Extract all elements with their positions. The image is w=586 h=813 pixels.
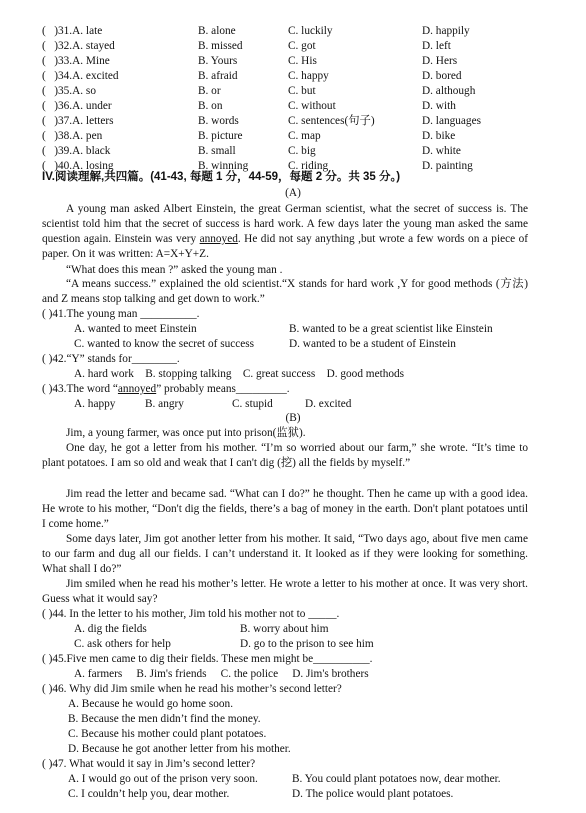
choice-option-32-b: B. missed — [198, 40, 243, 52]
q44-option-b: B. worry about him — [240, 623, 329, 635]
passage-b-label: (B) — [285, 412, 301, 424]
choice-option-31-c: C. luckily — [288, 25, 333, 37]
choice-question-38: ( )38.A. pen — [42, 130, 103, 142]
choice-option-35-b: B. or — [198, 85, 221, 97]
choice-option-34-d: D. bored — [422, 70, 462, 82]
choice-option-38-b: B. picture — [198, 130, 243, 142]
question-47: ( )47. What would it say in Jim’s second letter? — [42, 758, 256, 770]
q45-options: A. farmers B. Jim's friends C. the police D. Jim's brothers — [74, 668, 369, 680]
choice-option-33-c: C. His — [288, 55, 317, 67]
choice-option-37-b: B. words — [198, 115, 239, 127]
q47-option-d: D. The police would plant potatoes. — [292, 788, 454, 800]
question-45: ( )45.Five men came to dig their fields. These men might be__________. — [42, 653, 373, 665]
choice-option-37-c: C. sentences(句子) — [288, 115, 375, 127]
choice-question-31: ( )31.A. late — [42, 25, 103, 37]
choice-question-36: ( )36.A. under — [42, 100, 112, 112]
passage-a-paragraph-1: A young man asked Albert Einstein, the great German scientist, what the secret of success is. The scientist told him that the secret of success is hard work. A few days later the young man asked the same question again. Einstein was very annoyed. He did not say anything ,but wrote a few words on a piece of paper. On it was written: A=X+Y+Z. — [42, 203, 529, 260]
passage-b-paragraph-3: Jim read the letter and became sad. “What can I do?” he thought. Then he came up with a good idea. He wrote to his mother, “Don't dig the fields, there’s a bag of money in the earth. Don't plant potatoes until I come home.” — [42, 488, 528, 530]
choice-option-33-d: D. Hers — [422, 55, 458, 67]
q46-option-d: D. Because he got another letter from his mother. — [68, 743, 291, 755]
question-46: ( )46. Why did Jim smile when he read his mother’s second letter? — [42, 683, 342, 695]
question-41: ( )41.The young man __________. — [42, 308, 200, 320]
choice-option-36-d: D. with — [422, 100, 456, 112]
q43-option-d: D. excited — [305, 398, 352, 410]
choice-option-38-d: D. bike — [422, 130, 456, 142]
q41-option-d: D. wanted to be a student of Einstein — [289, 338, 456, 350]
choice-option-31-d: D. happily — [422, 25, 470, 37]
passage-a-paragraph-3: “A means success.” explained the old scientist.“X stands for hard work ,Y for good methods (方法) and Z means stop talking and get down to work.” — [42, 278, 528, 305]
q42-options: A. hard work B. stopping talking C. great success D. good methods — [74, 368, 405, 380]
passage-a-label: (A) — [285, 187, 301, 199]
section-title: IV.阅读理解,共四篇。(41-43, 每题 1 分，44-59，每题 2 分。共 35 分。) — [42, 171, 401, 183]
q43-option-b: B. angry — [145, 398, 184, 410]
q43-option-a: A. happy — [74, 398, 116, 410]
choice-question-32: ( )32.A. stayed — [42, 40, 115, 52]
choice-option-36-c: C. without — [288, 100, 336, 112]
choice-option-34-b: B. afraid — [198, 70, 238, 82]
question-44: ( )44. In the letter to his mother, Jim told his mother not to _____. — [42, 608, 340, 620]
choice-option-40-b: B. winning — [198, 160, 249, 172]
question-43: ( )43.The word “annoyed” probably means_________. — [42, 383, 290, 395]
annoyed-word: annoyed — [199, 233, 238, 245]
choice-question-39: ( )39.A. black — [42, 145, 111, 157]
q47-option-b: B. You could plant potatoes now, dear mother. — [292, 773, 501, 785]
question-42: ( )42.“Y” stands for________. — [42, 353, 180, 365]
q46-option-b: B. Because the men didn’t find the money. — [68, 713, 261, 725]
passage-b-paragraph-1: Jim, a young farmer, was once put into prison(监狱). — [66, 427, 306, 439]
choice-option-32-c: C. got — [288, 40, 316, 52]
choice-question-35: ( )35.A. so — [42, 85, 96, 97]
choice-question-33: ( )33.A. Mine — [42, 55, 110, 67]
choice-option-34-c: C. happy — [288, 70, 329, 82]
choice-option-39-b: B. small — [198, 145, 236, 157]
q41-option-b: B. wanted to be a great scientist like Einstein — [289, 323, 493, 335]
q44-option-c: C. ask others for help — [74, 638, 171, 650]
q47-option-c: C. I couldn’t help you, dear mother. — [68, 788, 230, 800]
q47-option-a: A. I would go out of the prison very soon. — [68, 773, 258, 785]
passage-b-paragraph-5: Jim smiled when he read his mother’s letter. He wrote a letter to his mother at once. It was very short. Guess what it would say? — [42, 578, 528, 605]
choice-question-34: ( )34.A. excited — [42, 70, 119, 82]
choice-option-35-c: C. but — [288, 85, 316, 97]
choice-question-40: ( )40.A. losing — [42, 160, 114, 172]
choice-option-35-d: D. although — [422, 85, 476, 97]
choice-option-38-c: C. map — [288, 130, 321, 142]
choice-option-37-d: D. languages — [422, 115, 481, 127]
choice-option-36-b: B. on — [198, 100, 223, 112]
choice-option-40-d: D. painting — [422, 160, 473, 172]
q44-option-a: A. dig the fields — [74, 623, 147, 635]
choice-option-33-b: B. Yours — [198, 55, 238, 67]
choice-option-31-b: B. alone — [198, 25, 236, 37]
q44-option-d: D. go to the prison to see him — [240, 638, 374, 650]
choice-option-39-d: D. white — [422, 145, 461, 157]
passage-a-paragraph-2: “What does this mean ?” asked the young man . — [66, 264, 283, 276]
q46-option-c: C. Because his mother could plant potatoes. — [68, 728, 267, 740]
q41-option-a: A. wanted to meet Einstein — [74, 323, 197, 335]
choice-question-37: ( )37.A. letters — [42, 115, 114, 127]
choice-option-39-c: C. big — [288, 145, 316, 157]
passage-b-paragraph-4: Some days later, Jim got another letter from his mother. It said, “Two days ago, about five men came to our farm and dug all our fields. I can’t understand it. It looked as if they were looking for something. What shall I do?” — [42, 533, 528, 575]
choice-option-40-c: C. riding — [288, 160, 329, 172]
q46-option-a: A. Because he would go home soon. — [68, 698, 234, 710]
passage-b-paragraph-2: One day, he got a letter from his mother. “I’m so worried about our farm,” she wrote. “It’s time to plant potatoes. I am so old and weak that I can't dig (挖) all the fields by myself.” — [42, 442, 528, 469]
choice-option-32-d: D. left — [422, 40, 451, 52]
q43-option-c: C. stupid — [232, 398, 273, 410]
q41-option-c: C. wanted to know the secret of success — [74, 338, 255, 350]
